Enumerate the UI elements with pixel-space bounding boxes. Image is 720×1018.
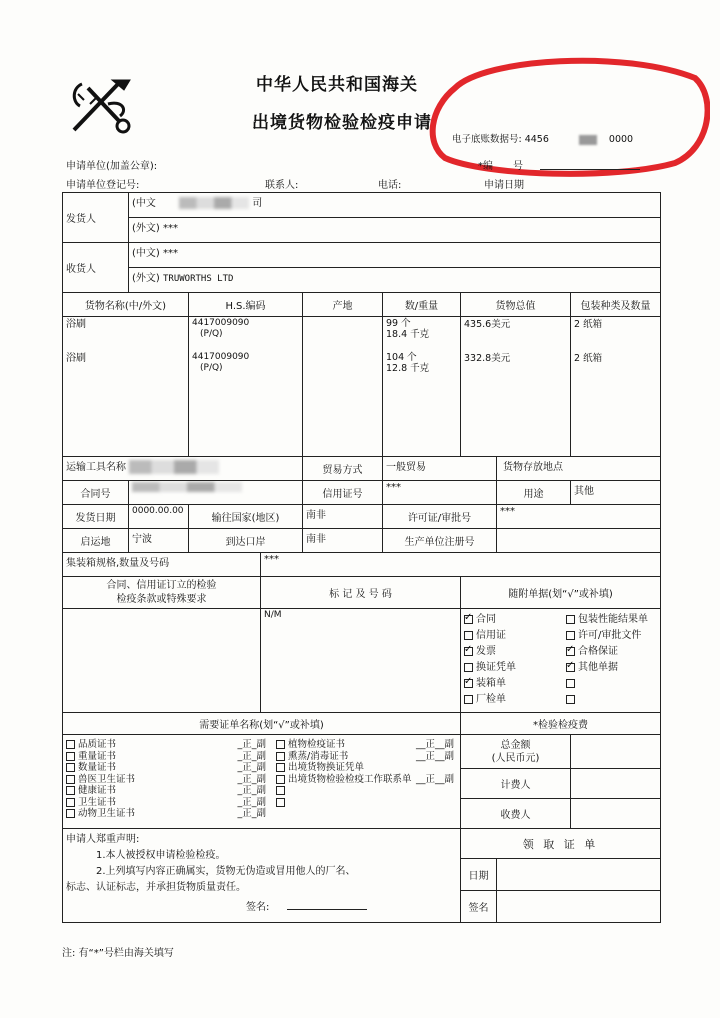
checkbox-icon[interactable]: [276, 775, 285, 784]
attached-doc-item[interactable]: [464, 660, 566, 676]
goods-names-cell: 浴刷 浴刷: [63, 317, 189, 457]
copy-count-mark: __正__副: [415, 750, 454, 762]
use-label: 用途: [497, 481, 571, 505]
consignee-cn: (中文) ***: [129, 243, 661, 268]
copy-count-mark: _正_副: [237, 762, 266, 773]
attached-docs-label: 随附单据(划“√”或补填): [461, 577, 661, 609]
reg-no-label: 申请单位登记号:: [66, 180, 140, 191]
document-title-line1: 中华人民共和国海关: [256, 75, 418, 95]
attached-doc-item[interactable]: [566, 692, 648, 708]
receive-sign-label: 签名: [461, 891, 497, 923]
checked-box-icon[interactable]: [464, 679, 473, 688]
depart-label: 启运地: [63, 529, 129, 553]
customs-emblem-icon: [68, 74, 136, 136]
quantity-cell: 99 个 18.4 千克 104 个 12.8 千克: [383, 317, 461, 457]
arrive-value: 南非: [303, 529, 383, 553]
attached-doc-item[interactable]: [464, 612, 566, 628]
cert-item[interactable]: [276, 739, 454, 751]
checkbox-icon[interactable]: [276, 798, 285, 807]
cert-item[interactable]: [66, 762, 266, 774]
redacted-mosaic: [132, 482, 242, 492]
producer-value: [497, 529, 661, 553]
arrive-label: 到达口岸: [189, 529, 303, 553]
footnote: 注: 有“*”号栏由海关填写: [62, 948, 174, 959]
consignor-foreign: (外文) ***: [129, 218, 661, 243]
document-title-line2: 出境货物检验检疫申请: [252, 113, 432, 133]
collect-value: [571, 799, 661, 829]
certs-right-column: [276, 739, 454, 820]
checkbox-icon[interactable]: [464, 663, 473, 672]
permit-value: ***: [497, 505, 661, 529]
attached-doc-label: 许可/审批文件: [578, 630, 642, 641]
checkbox-icon[interactable]: [66, 763, 75, 772]
attached-doc-item[interactable]: [566, 660, 648, 676]
checkbox-icon[interactable]: [66, 786, 75, 795]
checkbox-icon[interactable]: [276, 740, 285, 749]
cert-label: 品质证书: [78, 739, 117, 750]
checked-box-icon[interactable]: [566, 663, 575, 672]
clauses-value: [63, 609, 261, 713]
cert-label: 出境货物换证凭单: [288, 762, 365, 773]
permit-label: 许可证/审批号: [383, 505, 497, 529]
vehicle-cell: 运输工具名称: [63, 457, 303, 481]
quantity-header: 数/重量: [383, 293, 461, 317]
goods-name-header: 货物名称(中/外文): [63, 293, 189, 317]
cert-item[interactable]: [276, 774, 454, 786]
phone-label: 电话:: [378, 180, 402, 191]
checkbox-icon[interactable]: [566, 631, 575, 640]
receive-date-label: 日期: [461, 859, 497, 891]
ship-date-label: 发货日期: [63, 505, 129, 529]
producer-label: 生产单位注册号: [383, 529, 497, 553]
origin-cell: [303, 317, 383, 457]
checkbox-icon[interactable]: [566, 695, 575, 704]
number-underline: [540, 169, 640, 170]
certs-left-column: [66, 739, 266, 820]
trade-mode-label: 贸易方式: [303, 457, 383, 481]
receive-header: 领 取 证 单: [461, 829, 661, 859]
attached-doc-item[interactable]: [464, 628, 566, 644]
applicant-label: 申请单位(加盖公章):: [66, 161, 158, 172]
inspection-form-table: [62, 192, 661, 923]
checkbox-icon[interactable]: [464, 695, 473, 704]
checkbox-icon[interactable]: [66, 752, 75, 761]
packing-cell: 2 纸箱 2 纸箱: [571, 317, 661, 457]
cert-item[interactable]: [66, 785, 266, 797]
cert-label: 重量证书: [78, 750, 117, 762]
attached-doc-item[interactable]: [464, 676, 566, 692]
lc-value: ***: [383, 481, 497, 505]
attached-doc-label: 发票: [476, 646, 496, 657]
cert-label: 熏蒸/消毒证书: [288, 750, 349, 762]
checkbox-icon[interactable]: [66, 775, 75, 784]
attached-doc-item[interactable]: [464, 644, 566, 660]
attached-docs-list: [461, 609, 661, 713]
attached-doc-label: 合格保证: [578, 646, 618, 657]
copy-count-mark: __正__副: [415, 773, 454, 785]
attached-doc-label: 换证凭单: [476, 662, 516, 673]
copy-count-mark: _正_副: [237, 750, 266, 762]
consignor-cn: (中文 司: [129, 193, 661, 218]
attached-doc-label: 包装性能结果单: [578, 614, 648, 625]
marks-label: 标 记 及 号 码: [261, 577, 461, 609]
cert-label: 兽医卫生证书: [78, 773, 136, 785]
cert-item[interactable]: [276, 797, 454, 809]
checkbox-icon[interactable]: [464, 631, 473, 640]
cert-label: 动物卫生证书: [78, 808, 136, 819]
number-label: *编 号: [478, 161, 523, 172]
copy-count-mark: _正_副: [237, 796, 266, 808]
hs-code-header: H.S.编码: [189, 293, 303, 317]
cert-item[interactable]: [66, 739, 266, 751]
cert-label: 卫生证书: [78, 796, 117, 808]
cert-label: 健康证书: [78, 785, 117, 796]
certs-list: [63, 735, 461, 829]
red-annotation-oval: [425, 48, 710, 178]
checked-box-icon[interactable]: [464, 647, 473, 656]
applicant-signature: 签名:: [66, 900, 457, 916]
attached-doc-label: 信用证: [476, 630, 506, 641]
marks-value: N/M: [261, 609, 461, 713]
fee-header: *检验检疫费: [461, 713, 661, 735]
copy-count-mark: _正_副: [237, 785, 266, 796]
cert-item[interactable]: [276, 785, 454, 797]
dest-country-value: 南非: [303, 505, 383, 529]
declaration-cell: 申请人郑重声明: 1.本人被授权申请检验检疫。 2.上列填写内容正确属实，货物无伪造或冒用他人的厂名、 标志、认证标志，并承担货物质量责任。 签名:: [63, 829, 461, 923]
trade-mode-value: 一般贸易: [383, 457, 497, 481]
attached-doc-label: 其他单据: [578, 662, 618, 673]
total-amount-value: [571, 735, 661, 769]
cert-item[interactable]: [66, 797, 266, 809]
attached-doc-item[interactable]: [566, 644, 648, 660]
calc-label: 计费人: [461, 769, 571, 799]
checkbox-icon[interactable]: [276, 763, 285, 772]
use-value: 其他: [571, 481, 661, 505]
consignor-label: 发货人: [63, 193, 129, 243]
cert-item[interactable]: [66, 808, 266, 820]
contact-label: 联系人:: [265, 180, 299, 191]
value-cell: 435.6美元 332.8美元: [461, 317, 571, 457]
cert-item[interactable]: [276, 751, 454, 763]
docs-left-column: [464, 612, 566, 708]
certs-header: 需要证单名称(划“√”或补填): [63, 713, 461, 735]
receive-sign-value: [497, 891, 661, 923]
attached-doc-label: 厂检单: [476, 694, 506, 705]
checked-box-icon[interactable]: [566, 647, 575, 656]
checkbox-icon[interactable]: [276, 786, 285, 795]
copy-count-mark: _正_副: [237, 808, 266, 819]
checkbox-icon[interactable]: [566, 615, 575, 624]
redacted-mosaic: [179, 197, 249, 209]
receive-date-value: [497, 859, 661, 891]
ship-date-value: 0000.00.00: [129, 505, 189, 529]
attached-doc-item[interactable]: [566, 612, 648, 628]
cert-label: 植物检疫证书: [288, 739, 346, 750]
redacted-mosaic: [129, 460, 219, 474]
cert-label: 出境货物检验检疫工作联系单: [288, 773, 412, 785]
date-label: 申请日期: [484, 180, 524, 191]
checkbox-icon[interactable]: [66, 798, 75, 807]
depart-value: 宁波: [129, 529, 189, 553]
attached-doc-label: 装箱单: [476, 678, 506, 689]
checkbox-icon[interactable]: [66, 740, 75, 749]
contract-label: 合同号: [63, 481, 129, 505]
contract-value: [129, 481, 303, 505]
cert-item[interactable]: [276, 762, 454, 774]
packing-header: 包装种类及数量: [571, 293, 661, 317]
total-amount-label: 总金额 (人民币元): [461, 735, 571, 769]
checked-box-icon[interactable]: [464, 615, 473, 624]
attached-doc-label: 合同: [476, 614, 496, 625]
checkbox-icon[interactable]: [276, 752, 285, 761]
collect-label: 收费人: [461, 799, 571, 829]
checkbox-icon[interactable]: [566, 679, 575, 688]
container-value: ***: [261, 553, 661, 577]
calc-value: [571, 769, 661, 799]
consignee-foreign: (外文) TRUWORTHS LTD: [129, 268, 661, 293]
storage-label: 货物存放地点: [497, 457, 661, 481]
attached-doc-item[interactable]: [464, 692, 566, 708]
consignee-label: 收货人: [63, 243, 129, 293]
lc-label: 信用证号: [303, 481, 383, 505]
copy-count-mark: __正__副: [415, 739, 454, 750]
ebook-number: 电子底账数据号: 4456 0000: [452, 134, 634, 145]
container-label: 集装箱规格,数量及号码: [63, 553, 261, 577]
hs-codes-cell: 4417009090 (P/Q) 4417009090 (P/Q): [189, 317, 303, 457]
copy-count-mark: _正_副: [237, 739, 266, 750]
docs-right-column: [566, 612, 648, 708]
attached-doc-item[interactable]: [566, 676, 648, 692]
dest-country-label: 输往国家(地区): [189, 505, 303, 529]
clauses-label: 合同、信用证订立的检验 检疫条款或特殊要求: [63, 577, 261, 609]
checkbox-icon[interactable]: [66, 809, 75, 818]
cert-item[interactable]: [66, 751, 266, 763]
copy-count-mark: _正_副: [237, 773, 266, 785]
attached-doc-item[interactable]: [566, 628, 648, 644]
cert-label: 数量证书: [78, 762, 117, 773]
cert-item[interactable]: [66, 774, 266, 786]
total-value-header: 货物总值: [461, 293, 571, 317]
origin-header: 产地: [303, 293, 383, 317]
